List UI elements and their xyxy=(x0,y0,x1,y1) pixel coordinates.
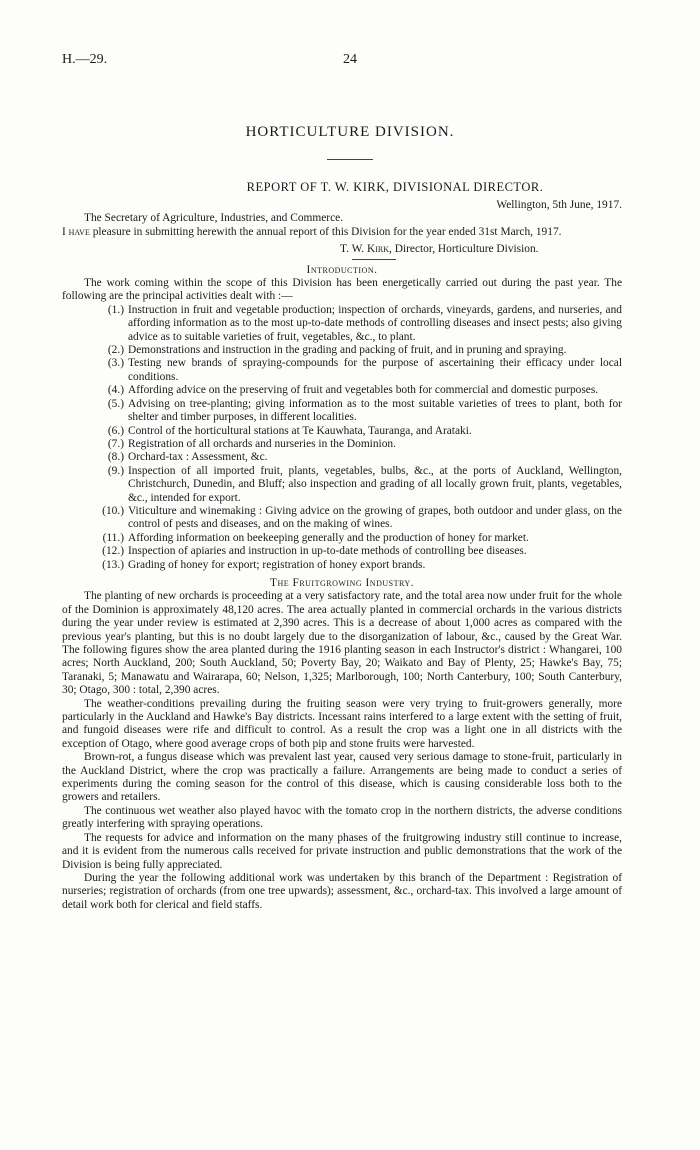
page-number: 24 xyxy=(343,52,357,67)
signature-title: , Director, Horticulture Division. xyxy=(389,243,539,256)
activity-text: Grading of honey for export; registration of honey export brands. xyxy=(128,558,426,571)
activity-number: (5.) xyxy=(107,397,124,410)
activity-number: (13.) xyxy=(102,558,124,571)
signature-initials: T. W. xyxy=(340,243,368,256)
activity-text: Demonstrations and instruction in the grading and packing of fruit, and in pruning and spraying. xyxy=(128,344,567,357)
activity-text: Inspection of all imported fruit, plants, vegetables, bulbs, &c., at the ports of Auckland, Wellington, Christchurch, Dunedin, and Bluff; also inspection and grading of all locally grown fruit, plants, vegetables, &c., intended for export. xyxy=(128,464,622,504)
fruitgrowing-paragraph: The planting of new orchards is proceeding at a very satisfactory rate, and the total area now under fruit for the whole of the Dominion is approximately 48,120 acres. The area actually planted in commercial orchards in the various districts during the year under review is estimated at 2,390 acres. This is a decrease of about 1,000 acres as compared with the previous year's planting, but this is no doubt largely due to the disorganization of labour, &c., caused by the Great War. The following figures show the area planted during the 1916 planting season in each Instructor's district : Whangarei, 100 acres; North Auckland, 200; South Auckland, 50; Poverty Bay, 20; Waikato and Bay of Plenty, 25; Hawke's Bay, 75; Taranaki, 5; Manawatu and Wairarapa, 60; Nelson, 1,325; Marlborough, 100; North Canterbury, 100; South Canterbury, 30; Otago, 300 : total, 2,390 acres. xyxy=(62,590,622,697)
activity-number: (1.) xyxy=(107,303,124,316)
fruitgrowing-paragraph: Brown-rot, a fungus disease which was prevalent last year, caused very serious damage to stone-fruit, particularly in the Auckland District, where the crop was practically a failure. Arrangements are being made to conduct a series of experiments during the coming season for the control of this disease, which is causing considerable loss both to the growers and retailers. xyxy=(62,751,622,804)
activity-text: Control of the horticultural stations at Te Kauwhata, Tauranga, and Arataki. xyxy=(128,424,472,437)
activity-item xyxy=(62,505,622,532)
title-divider xyxy=(327,159,373,160)
activity-text: Affording information on beekeeping generally and the production of honey for market. xyxy=(128,531,529,544)
activity-item xyxy=(62,398,622,425)
activity-item xyxy=(62,559,622,572)
activity-item xyxy=(62,438,622,451)
activity-item xyxy=(62,344,622,357)
letter-opening xyxy=(62,226,622,239)
fruitgrowing-paragraph: The continuous wet weather also played havoc with the tomato crop in the northern districts, the adverse conditions greatly interfering with spraying operations. xyxy=(62,804,622,831)
activity-number: (4.) xyxy=(107,384,124,397)
activity-text: Affording advice on the preserving of fruit and vegetables both for commercial and domestic purposes. xyxy=(128,384,599,397)
activities-list xyxy=(62,304,622,572)
activity-item xyxy=(62,532,622,545)
fruitgrowing-section xyxy=(62,590,622,912)
activity-item xyxy=(62,304,622,344)
activity-text: Advising on tree-planting; giving information as to the most suitable varieties of trees to plant, both for shelter and timber purposes, in different localities. xyxy=(128,397,622,424)
signature-name: Kirk xyxy=(367,243,390,256)
report-body xyxy=(62,199,622,912)
activity-text: Viticulture and winemaking : Giving advice on the growing of grapes, both outdoor and under glass, on the control of pests and diseases, and on the making of wines. xyxy=(128,504,622,531)
activity-text: Testing new brands of spraying-compounds for the purpose of ascertaining their efficacy under local conditions. xyxy=(128,357,622,383)
activity-number: (10.) xyxy=(102,504,124,517)
activity-number: (2.) xyxy=(107,344,124,357)
activity-number: (12.) xyxy=(102,545,124,558)
signature-divider xyxy=(352,259,396,260)
letter-dateline: Wellington, 5th June, 1917. xyxy=(496,199,622,211)
introduction-heading: Introduction. xyxy=(306,263,378,276)
activity-text: Inspection of apiaries and instruction in up-to-date methods of controlling bee diseases. xyxy=(128,545,527,558)
opening-caps: I have xyxy=(62,225,90,238)
activity-number: (3.) xyxy=(107,357,124,370)
activity-item xyxy=(62,357,622,384)
introduction-paragraph: The work coming within the scope of this Division has been energetically carried out during the past year. The following are the principal activities dealt with :— xyxy=(62,277,622,303)
activity-item xyxy=(62,465,622,505)
activity-text: Orchard-tax : Assessment, &c. xyxy=(128,451,268,464)
activity-text: Instruction in fruit and vegetable production; inspection of orchards, vineyards, gardens, and nurseries, and affording information as to the most up-to-date methods of controlling diseases and insect pests; also giving advice as to suitable varieties of fruit, vegetables, &c., to plant. xyxy=(128,303,622,343)
activity-item xyxy=(62,425,622,438)
opening-text: pleasure in submitting herewith the annual report of this Division for the year ended 31st March, 1917. xyxy=(89,225,562,238)
letter-addressee: The Secretary of Agriculture, Industries, and Commerce. xyxy=(84,212,344,225)
activity-number: (6.) xyxy=(107,424,124,437)
activity-number: (11.) xyxy=(102,531,124,544)
activity-number: (9.) xyxy=(107,464,124,477)
letter-signature xyxy=(62,243,622,256)
activity-number: (7.) xyxy=(107,437,124,450)
activity-item xyxy=(62,451,622,464)
division-title: HORTICULTURE DIVISION. xyxy=(245,124,455,140)
fruitgrowing-paragraph: The weather-conditions prevailing during the fruiting season were very trying to fruit-growers generally, more particularly in the Auckland and Hawke's Bay districts. Incessant rains interfered to a large extent with the setting of fruit, and fungoid diseases were rife and difficult to control. As a result the crop was a light one in all districts with the exception of Otago, where good average crops of both pip and stone fruits were harvested. xyxy=(62,697,622,750)
fruitgrowing-paragraph: The requests for advice and information on the many phases of the fruitgrowing industry still continue to increase, and it is evident from the numerous calls received for private instruction and public demonstrations that the work of the Division is being fully appreciated. xyxy=(62,831,622,871)
report-reference: H.—29. xyxy=(62,52,108,67)
activity-text: Registration of all orchards and nurseries in the Dominion. xyxy=(128,437,396,450)
activity-item xyxy=(62,384,622,397)
report-subtitle: REPORT OF T. W. KIRK, DIVISIONAL DIRECTOR. xyxy=(246,180,544,194)
fruitgrowing-paragraph: During the year the following additional work was undertaken by this branch of the Department : Registration of nurseries; registration of orchards (from one tree upwards); assessment, &c., orchard-tax. This involved a large amount of detail work both for clerical and field staffs. xyxy=(62,871,622,911)
activity-number: (8.) xyxy=(107,451,124,464)
activity-item xyxy=(62,545,622,558)
fruitgrowing-heading: The Fruitgrowing Industry. xyxy=(270,576,414,589)
